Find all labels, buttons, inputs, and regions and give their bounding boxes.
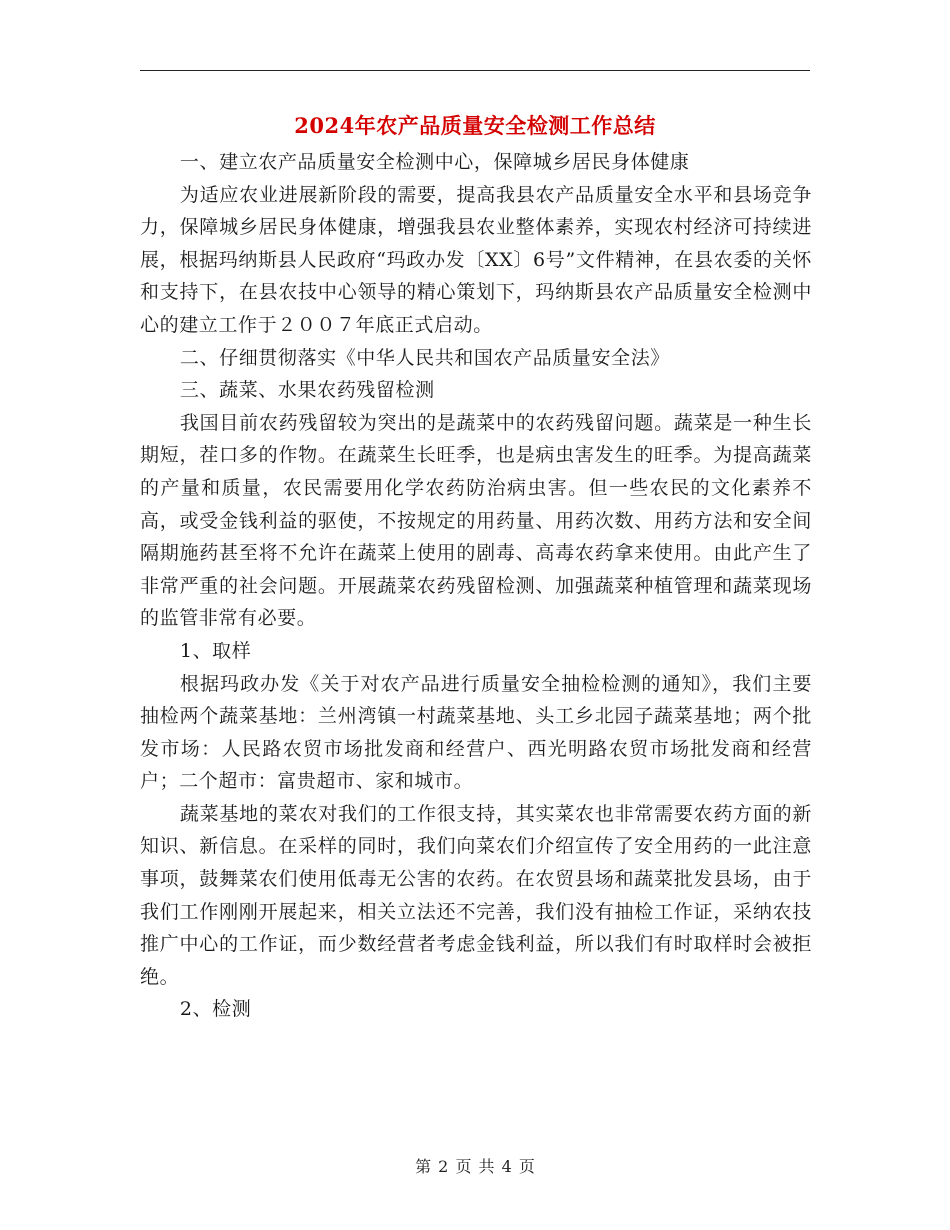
document-body	[140, 146, 812, 1026]
subheading-sampling: 1、取样	[179, 639, 252, 662]
paragraph-3: 根据玛政办发《关于对农产品进行质量安全抽检检测的通知》，我们主要抽检两个蔬菜基地：兰州湾镇一村蔬菜基地、头工乡北园子蔬菜基地；两个批发市场：人民路农贸市场批发商和经营户、西光明路农贸市场批发商和经营户；二个超市：富贵超市、家和城市。	[140, 672, 812, 793]
subheading-testing: 2、检测	[179, 998, 252, 1021]
section-heading-1: 一、建立农产品质量安全检测中心，保障城乡居民身体健康	[179, 151, 690, 173]
paragraph-4: 蔬菜基地的菜农对我们的工作很支持，其实菜农也非常需要农药方面的新知识、新信息。在采样的同时，我们向菜农们介绍宣传了安全用药的一此注意事项，鼓舞菜农们使用低毒无公害的农药。在农贸县场和蔬菜批发县场，由于我们工作刚刚开展起来，相关立法还不完善，我们没有抽检工作证，采纳农技推广中心的工作证，而少数经营者考虑金钱利益，所以我们有时取样时会被拒绝。	[140, 802, 812, 988]
section-heading-2: 二、仔细贯彻落实《中华人民共和国农产品质量安全法》	[179, 346, 670, 369]
header-rule	[140, 70, 810, 71]
section-heading-3: 三、蔬菜、水果农药残留检测	[179, 379, 435, 402]
paragraph-1: 为适应农业进展新阶段的需要，提高我县农产品质量安全水平和县场竞争力，保障城乡居民身体健康，增强我县农业整体素养，实现农村经济可持续进展，根据玛纳斯县人民政府“玛政办发〔XX〕6号”文件精神，在县农委的关怀和支持下，在县农技中心领导的精心策划下，玛纳斯县农产品质量安全检测中心的建立工作于２００７年底正式启动。	[140, 183, 812, 336]
paragraph-2: 我国目前农药残留较为突出的是蔬菜中的农药残留问题。蔬菜是一种生长期短，茬口多的作物。在蔬菜生长旺季，也是病虫害发生的旺季。为提高蔬菜的产量和质量，农民需要用化学农药防治病虫害。但一些农民的文化素养不高，或受金钱利益的驱使，不按规定的用药量、用药次数、用药方法和安全间隔期施药甚至将不允许在蔬菜上使用的剧毒、高毒农药拿来使用。由此产生了非常严重的社会问题。开展蔬菜农药残留检测、加强蔬菜种植管理和蔬菜现场的监管非常有必要。	[140, 411, 812, 630]
page-number: 第 2 页 共 4 页	[415, 1157, 535, 1176]
document-title: 2024年农产品质量安全检测工作总结	[294, 113, 656, 138]
